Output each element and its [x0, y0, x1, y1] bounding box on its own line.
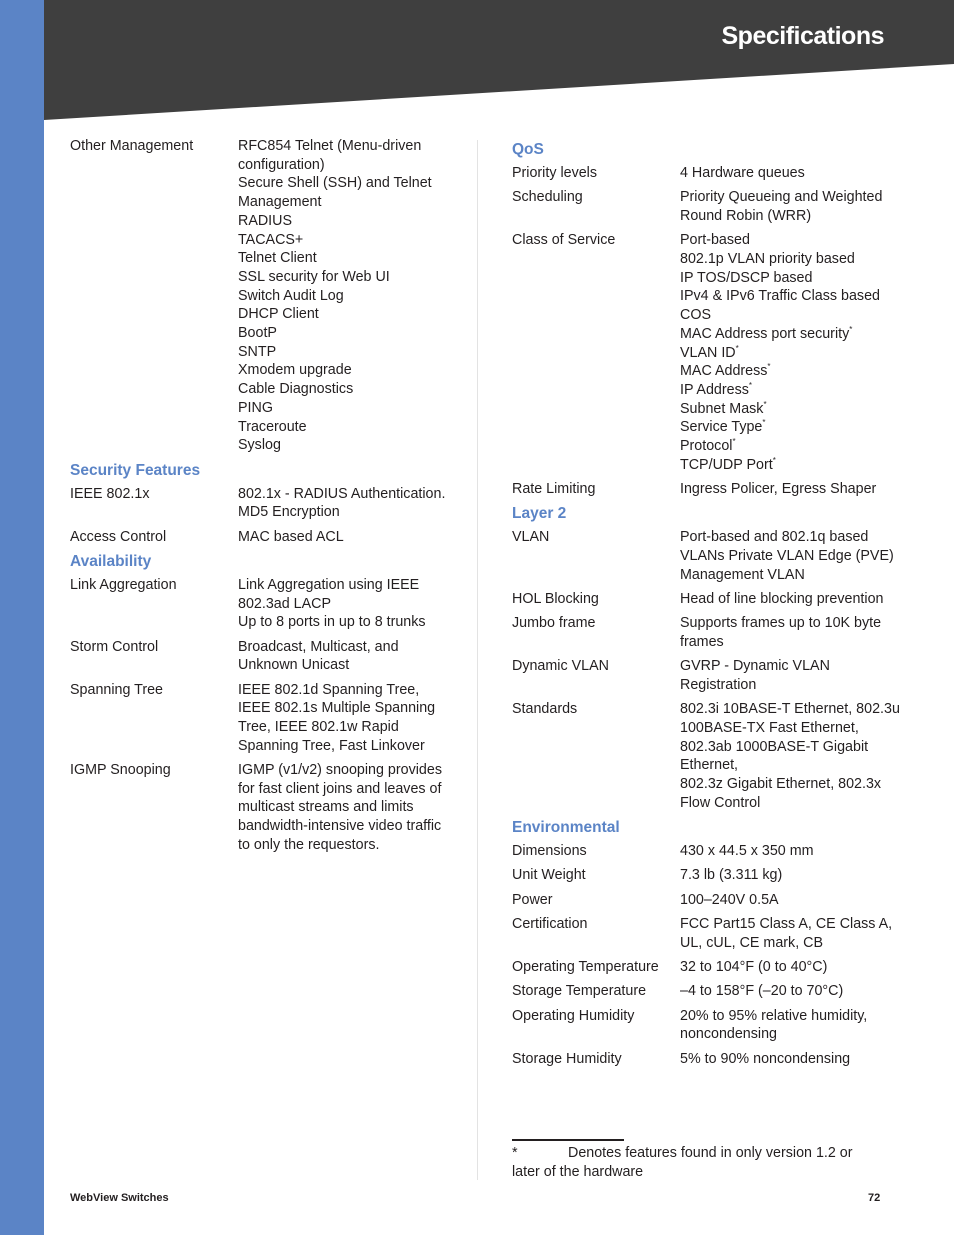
spec-value-line: Cable Diagnostics	[238, 381, 354, 398]
spec-label: Scheduling	[512, 189, 583, 206]
layer2-block	[512, 528, 902, 812]
spec-value-line: Xmodem upgrade	[238, 362, 352, 379]
spec-value-line: Link Aggregation using IEEE 802.3ad LACP	[238, 576, 420, 612]
other-management-block	[70, 137, 450, 455]
spec-value-line: IP Address*	[680, 381, 753, 398]
spec-row	[512, 915, 902, 952]
footnote-text: Denotes features found in only version 1.2 or later of the hardware	[512, 1145, 853, 1180]
spec-row	[70, 638, 450, 675]
spec-row	[70, 681, 450, 756]
spec-row	[512, 614, 902, 651]
spec-label: Dimensions	[512, 843, 587, 860]
spec-value	[680, 164, 902, 183]
spec-row	[512, 657, 902, 694]
spec-value-line: Ingress Policer, Egress Shaper	[680, 481, 877, 498]
spec-row	[512, 231, 902, 474]
spec-value-line: RFC854 Telnet (Menu-driven configuration)	[238, 138, 422, 173]
spec-row	[70, 137, 450, 455]
spec-value-line: 32 to 104°F (0 to 40°C)	[680, 959, 828, 976]
spec-value-line: MAC Address*	[680, 362, 771, 380]
spec-value-line: Protocol*	[680, 437, 736, 455]
spec-value-line: GVRP - Dynamic VLAN Registration	[680, 658, 830, 694]
header-banner	[44, 0, 954, 120]
spec-row	[512, 866, 902, 885]
spec-row	[512, 480, 902, 499]
spec-value-line: Traceroute	[238, 418, 307, 435]
spec-row	[512, 188, 902, 225]
spec-value-line: TCP/UDP Port*	[680, 455, 776, 473]
spec-value-line: Syslog	[238, 437, 281, 454]
spec-value	[680, 891, 902, 910]
footnote	[512, 1144, 882, 1182]
spec-value-line: IPv4 & IPv6 Traffic Class based	[680, 288, 880, 305]
spec-value-line: 5% to 90% noncondensing	[680, 1050, 851, 1067]
spec-value-line: DHCP Client	[238, 306, 319, 323]
spec-value-line: 802.1p VLAN priority based	[680, 251, 855, 267]
spec-value-line: 802.3z Gigabit Ethernet, 802.3x Flow Control	[680, 776, 882, 811]
spec-value	[680, 480, 902, 499]
page-number: 72	[868, 1192, 881, 1204]
environmental-block	[512, 842, 902, 1068]
spec-value	[680, 842, 902, 861]
spec-label: Rate Limiting	[512, 481, 596, 498]
spec-value-line: RADIUS	[238, 212, 293, 229]
spec-label: Spanning Tree	[70, 681, 163, 698]
spec-label: Operating Temperature	[512, 959, 659, 976]
spec-value	[680, 231, 902, 474]
spec-value-line: Switch Audit Log	[238, 287, 344, 304]
spec-label: HOL Blocking	[512, 591, 599, 608]
spec-value-line: 802.1x - RADIUS Authentication. MD5 Encryption	[238, 485, 446, 521]
spec-label: Priority levels	[512, 165, 598, 181]
spec-value	[680, 528, 902, 584]
left-accent-band	[0, 0, 44, 1235]
spec-label: IGMP Snooping	[70, 761, 171, 778]
spec-value-line: IGMP (v1/v2) snooping provides for fast client joins and leaves of multicast streams and limits	[238, 761, 442, 816]
spec-value-line: SSL security for Web UI	[238, 268, 390, 285]
spec-value-line: 4 Hardware queues	[680, 165, 805, 181]
spec-value	[680, 590, 902, 609]
spec-value	[238, 528, 450, 547]
spec-value-line: Broadcast, Multicast, and Unknown Unicast	[238, 638, 399, 674]
footnote-rule	[512, 1139, 624, 1141]
spec-value	[238, 761, 450, 855]
spec-value	[680, 188, 902, 225]
spec-label: Class of Service	[512, 232, 616, 249]
section-heading-qos: QoS	[512, 141, 544, 158]
spec-value-line: MAC based ACL	[238, 528, 344, 545]
footer-title: WebView Switches	[70, 1192, 169, 1204]
spec-label: Power	[512, 891, 553, 908]
spec-value-line: bandwidth-intensive video traffic to only the requestors.	[238, 818, 442, 853]
section-heading-environmental: Environmental	[512, 819, 620, 837]
spec-label: Storage Humidity	[512, 1050, 622, 1067]
spec-value	[238, 638, 450, 675]
spec-value	[680, 1050, 902, 1069]
spec-row	[512, 700, 902, 812]
spec-value	[238, 681, 450, 756]
spec-value	[680, 982, 902, 1001]
spec-value-line: PING	[238, 399, 273, 416]
spec-row	[512, 164, 902, 183]
spec-value-line: TACACS+	[238, 231, 304, 248]
spec-value-line: Telnet Client	[238, 250, 317, 267]
spec-value	[680, 1007, 902, 1044]
page-title: Specifications	[721, 22, 884, 50]
spec-value	[680, 958, 902, 977]
spec-row	[70, 576, 450, 632]
spec-label: Dynamic VLAN	[512, 658, 609, 675]
spec-label: Storm Control	[70, 638, 159, 655]
spec-label: Other Management	[70, 138, 194, 154]
spec-value-line: Port-based and 802.1q based VLANs Private VLAN Edge (PVE) Management VLAN	[680, 529, 894, 583]
spec-value	[680, 657, 902, 694]
spec-row	[512, 982, 902, 1001]
spec-row	[512, 528, 902, 584]
spec-value-line: VLAN ID*	[680, 343, 739, 361]
spec-value-line: 100–240V 0.5A	[680, 891, 779, 908]
spec-value	[680, 866, 902, 885]
spec-label: Operating Humidity	[512, 1007, 635, 1024]
section-heading-availability: Availability	[70, 552, 152, 570]
spec-value-line: Subnet Mask*	[680, 399, 767, 417]
spec-value	[238, 576, 450, 632]
spec-row	[70, 485, 450, 522]
qos-block	[512, 164, 902, 499]
spec-row	[512, 1007, 902, 1044]
column-divider	[477, 140, 478, 1180]
spec-value-line: SNTP	[238, 343, 277, 360]
left-column	[70, 137, 450, 860]
spec-value-line: COS	[680, 307, 711, 324]
right-column	[512, 137, 902, 1074]
spec-value-line: 7.3 lb (3.311 kg)	[680, 867, 783, 884]
spec-row	[512, 842, 902, 861]
spec-label: Certification	[512, 916, 588, 933]
spec-value	[680, 700, 902, 812]
spec-label: Standards	[512, 701, 578, 718]
spec-value-line: Priority Queueing and Weighted Round Robin (WRR)	[680, 189, 883, 224]
spec-value-line: 802.3i 10BASE-T Ethernet, 802.3u 100BASE-TX Fast Ethernet, 802.3ab 1000BASE-T Gigabit Ethernet,	[680, 701, 900, 774]
security-features-block	[70, 485, 450, 547]
spec-value-line: 430 x 44.5 x 350 mm	[680, 843, 814, 860]
spec-row	[512, 958, 902, 977]
spec-value	[238, 485, 450, 522]
spec-value-line: Secure Shell (SSH) and Telnet Management	[238, 175, 432, 211]
spec-row	[70, 528, 450, 547]
section-heading-layer2: Layer 2	[512, 505, 567, 523]
spec-value-line: FCC Part15 Class A, CE Class A, UL, cUL, CE mark, CB	[680, 916, 893, 951]
spec-value-line: MAC Address port security*	[680, 325, 853, 342]
spec-value-line: Supports frames up to 10K byte frames	[680, 615, 882, 651]
spec-value	[238, 137, 450, 455]
spec-label: IEEE 802.1x	[70, 485, 150, 502]
section-heading-security: Security Features	[70, 461, 201, 479]
spec-label: Storage Temperature	[512, 983, 647, 1000]
spec-value-line: Head of line blocking prevention	[680, 591, 884, 608]
spec-value-line: –4 to 158°F (–20 to 70°C)	[680, 983, 844, 1000]
availability-block	[70, 576, 450, 855]
spec-value-line: BootP	[238, 325, 277, 342]
spec-label: Link Aggregation	[70, 576, 177, 593]
spec-value-line: IP TOS/DSCP based	[680, 269, 813, 286]
spec-row	[512, 1050, 902, 1069]
spec-label: VLAN	[512, 529, 550, 546]
spec-value	[680, 915, 902, 952]
spec-label: Unit Weight	[512, 867, 586, 884]
spec-value	[680, 614, 902, 651]
spec-row	[512, 590, 902, 609]
spec-value-line: 20% to 95% relative humidity, noncondensing	[680, 1007, 868, 1043]
spec-label: Access Control	[70, 528, 167, 545]
spec-row	[70, 761, 450, 855]
spec-value-line: Service Type*	[680, 418, 766, 436]
spec-label: Jumbo frame	[512, 615, 596, 632]
spec-value-line: Port-based	[680, 232, 750, 249]
spec-row	[512, 891, 902, 910]
spec-value-line: Up to 8 ports in up to 8 trunks	[238, 614, 426, 631]
spec-value-line: IEEE 802.1d Spanning Tree, IEEE 802.1s Multiple Spanning Tree, IEEE 802.1w Rapid Spanning Tree, Fast Linkover	[238, 681, 436, 754]
footnote-mark: *	[512, 1145, 518, 1161]
